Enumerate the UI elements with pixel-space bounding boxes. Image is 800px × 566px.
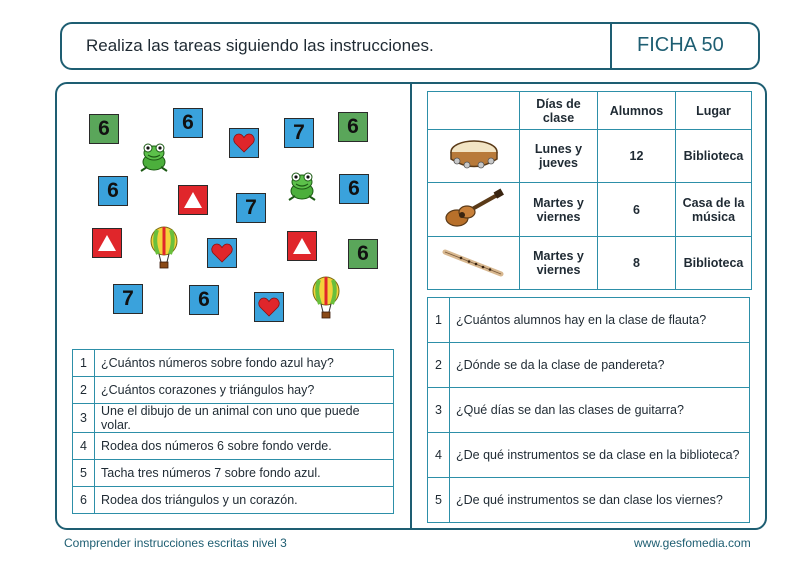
table-row [73, 404, 394, 433]
triangle-icon [292, 237, 312, 255]
number-tile-blue[interactable]: 7 [113, 284, 143, 314]
heart-icon [258, 297, 280, 317]
heart-tile[interactable] [229, 128, 259, 158]
question-text: ¿De qué instrumentos se da clase en la biblioteca? [450, 433, 750, 478]
days-cell: Martes y viernes [520, 183, 598, 237]
right-questions-table [427, 297, 750, 523]
table-row [73, 460, 394, 487]
left-questions-table [72, 349, 394, 514]
number-tile-green[interactable]: 6 [89, 114, 119, 144]
number-tile-blue[interactable]: 6 [98, 176, 128, 206]
question-number: 4 [428, 433, 450, 478]
question-text: Rodea dos triángulos y un corazón. [95, 487, 394, 514]
number-tile-blue[interactable]: 7 [284, 118, 314, 148]
table-row [428, 433, 750, 478]
question-text: ¿Cuántos corazones y triángulos hay? [95, 377, 394, 404]
triangle-tile[interactable] [287, 231, 317, 261]
instrument-cell [428, 237, 520, 290]
panel-divider [410, 84, 412, 528]
hot-air-balloon-icon[interactable] [149, 226, 179, 270]
table-row [73, 377, 394, 404]
tambourine-icon [445, 136, 503, 174]
days-cell: Lunes y jueves [520, 130, 598, 183]
triangle-tile[interactable] [92, 228, 122, 258]
question-text: ¿De qué instrumentos se dan clase los viernes? [450, 478, 750, 523]
frog-icon[interactable] [286, 170, 318, 204]
question-number: 5 [428, 478, 450, 523]
footer-website: www.gesfomedia.com [634, 536, 751, 550]
number-tile-blue[interactable]: 6 [189, 285, 219, 315]
question-number: 2 [428, 343, 450, 388]
heart-tile[interactable] [207, 238, 237, 268]
triangle-icon [183, 191, 203, 209]
hot-air-balloon-icon[interactable] [311, 276, 341, 320]
table-row [428, 130, 752, 183]
triangle-icon [97, 234, 117, 252]
question-number: 5 [73, 460, 95, 487]
question-text: ¿Qué días se dan las clases de guitarra? [450, 388, 750, 433]
question-number: 2 [73, 377, 95, 404]
table-header-row [428, 92, 752, 130]
days-cell: Martes y viernes [520, 237, 598, 290]
triangle-tile[interactable] [178, 185, 208, 215]
empty-header-cell [428, 92, 520, 130]
question-number: 3 [428, 388, 450, 433]
number-tile-blue[interactable]: 6 [173, 108, 203, 138]
question-number: 1 [73, 350, 95, 377]
header-box [60, 22, 760, 70]
question-number: 3 [73, 404, 95, 433]
place-cell: Casa de la música [676, 183, 752, 237]
header-divider [610, 24, 612, 68]
schedule-table [427, 91, 752, 290]
instruction-text: Realiza las tareas siguiendo las instrucciones. [86, 36, 434, 55]
students-cell: 8 [598, 237, 676, 290]
question-text: Tacha tres números 7 sobre fondo azul. [95, 460, 394, 487]
column-header: Alumnos [598, 92, 676, 130]
table-row [428, 388, 750, 433]
footer-title: Comprender instrucciones escritas nivel 3 [64, 536, 287, 550]
heart-tile[interactable] [254, 292, 284, 322]
table-row [428, 183, 752, 237]
column-header: Lugar [676, 92, 752, 130]
question-number: 4 [73, 433, 95, 460]
heart-icon [211, 243, 233, 263]
question-text: Une el dibujo de un animal con uno que puede volar. [95, 404, 394, 433]
students-cell: 6 [598, 183, 676, 237]
heart-icon [233, 133, 255, 153]
sheet-number: FICHA 50 [637, 34, 724, 56]
instrument-cell [428, 183, 520, 237]
students-cell: 12 [598, 130, 676, 183]
number-tile-green[interactable]: 6 [338, 112, 368, 142]
number-tile-green[interactable]: 6 [348, 239, 378, 269]
question-text: ¿Cuántos números sobre fondo azul hay? [95, 350, 394, 377]
question-text: Rodea dos números 6 sobre fondo verde. [95, 433, 394, 460]
table-row [428, 298, 750, 343]
number-tile-blue[interactable]: 6 [339, 174, 369, 204]
frog-icon[interactable] [138, 141, 170, 175]
question-text: ¿Cuántos alumnos hay en la clase de flauta? [450, 298, 750, 343]
table-row [428, 237, 752, 290]
guitar-icon [443, 188, 505, 228]
question-number: 6 [73, 487, 95, 514]
table-row [73, 433, 394, 460]
table-row [73, 487, 394, 514]
instrument-cell [428, 130, 520, 183]
question-number: 1 [428, 298, 450, 343]
place-cell: Biblioteca [676, 130, 752, 183]
table-row [428, 343, 750, 388]
question-text: ¿Dónde se da la clase de pandereta? [450, 343, 750, 388]
table-row [73, 350, 394, 377]
place-cell: Biblioteca [676, 237, 752, 290]
flute-icon [441, 244, 507, 280]
table-row [428, 478, 750, 523]
column-header: Días de clase [520, 92, 598, 130]
number-tile-blue[interactable]: 7 [236, 193, 266, 223]
